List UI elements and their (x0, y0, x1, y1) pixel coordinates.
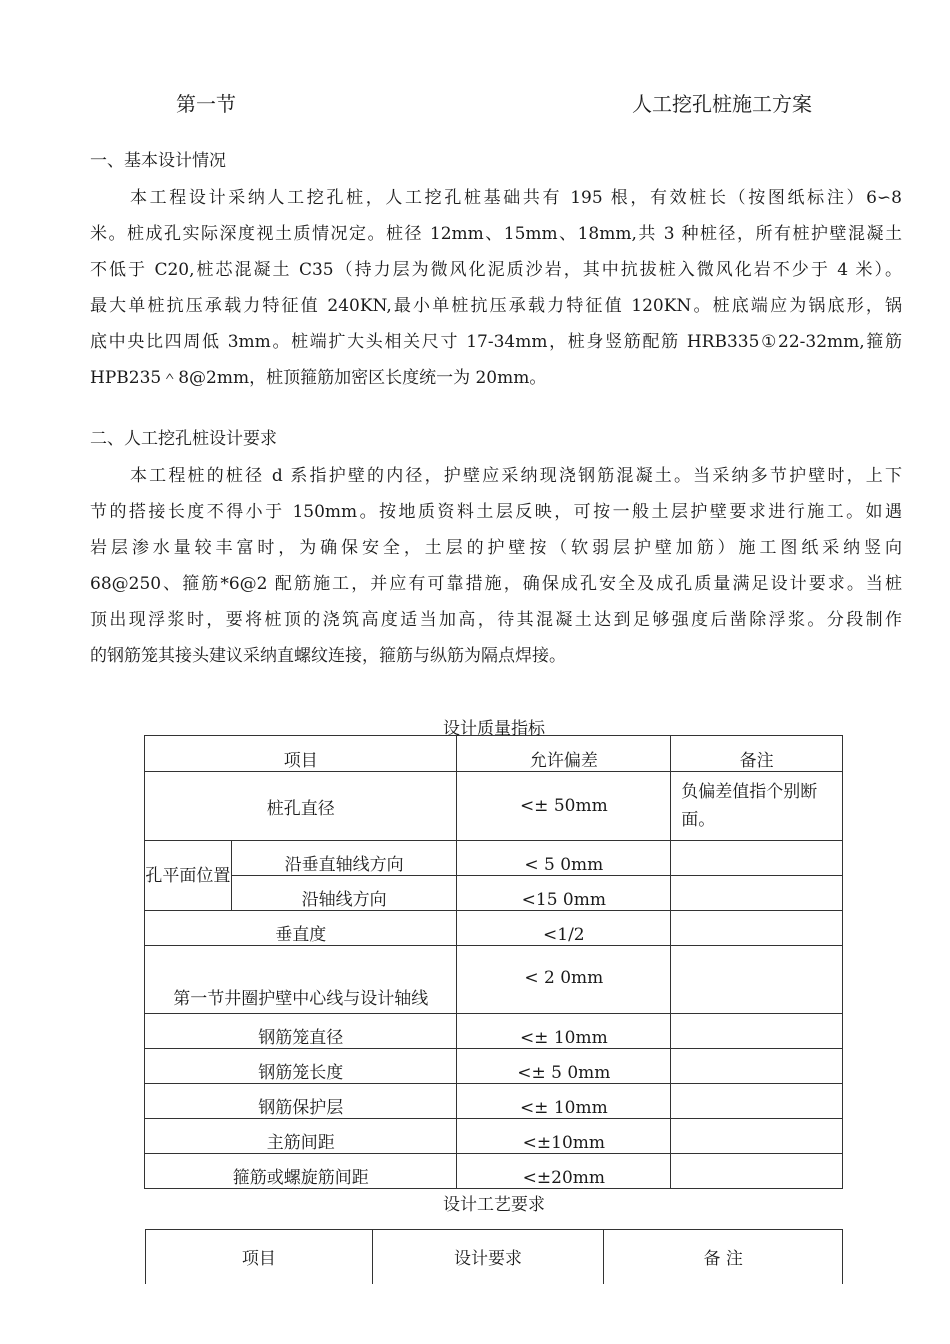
table-row (145, 841, 843, 876)
cell-note (671, 946, 843, 1014)
cell-item: 箍筋或螺旋筋间距 (145, 1154, 457, 1189)
cell-note (671, 1119, 843, 1154)
cell-tolerance: <15 0mm (457, 876, 671, 911)
cell-tolerance: <± 10mm (457, 1084, 671, 1119)
paragraph-line: 米。桩成孔实际深度视土质情况定。桩径 12mm、15mm、18mm,共 3 种桩径，所有桩护壁混凝土 (90, 224, 902, 244)
paragraph-line: 节的搭接长度不得小于 150mm。按地质资料土层反映，可按一般土层护壁要求进行施工。如遇 (90, 502, 902, 522)
cell-tolerance: <±10mm (457, 1119, 671, 1154)
cell-note (671, 1049, 843, 1084)
cell-tolerance: <± 50mm (457, 772, 671, 841)
header-item: 项目 (146, 1230, 373, 1284)
header-item: 项目 (145, 736, 457, 772)
header-tolerance: 允许偏差 (457, 736, 671, 772)
cell-tolerance: <1/2 (457, 911, 671, 946)
section1-heading: 一、基本设计情况 (90, 151, 226, 171)
section2-paragraph (90, 458, 902, 674)
cell-note: 负偏差值指个别断面。 (671, 772, 843, 841)
paragraph-line: 岩层渗水量较丰富时，为确保安全，土层的护壁按（软弱层护壁加筋）施工图纸采纳竖向 (90, 538, 902, 558)
cell-item: 桩孔直径 (145, 772, 457, 841)
cell-subitem: 沿轴线方向 (231, 876, 457, 911)
cell-tolerance: <± 10mm (457, 1014, 671, 1049)
section1-paragraph (90, 180, 902, 396)
table-row (145, 1119, 843, 1154)
cell-item: 第一节井圈护壁中心线与设计轴线 (145, 946, 457, 1014)
paragraph-line: 的钢筋笼其接头建议采纳直螺纹连接，箍筋与纵筋为隔点焊接。 (90, 646, 566, 666)
cell-tolerance: < 5 0mm (457, 841, 671, 876)
table-row (145, 946, 843, 1014)
table-header-row (145, 736, 843, 772)
cell-note (671, 876, 843, 911)
paragraph-line: 最大单桩抗压承载力特征值 240KN,最小单桩抗压承载力特征值 120KN。桩底端应为锅底形，锅 (90, 296, 902, 316)
paragraph-line: 本工程设计采纳人工挖孔桩，人工挖孔桩基础共有 195 根，有效桩长（按图纸标注）6∽8 (130, 188, 902, 208)
page-title: 人工挖孔桩施工方案 (632, 92, 812, 116)
section-number: 第一节 (176, 92, 236, 116)
table-row (145, 1084, 843, 1119)
cell-item: 垂直度 (145, 911, 457, 946)
quality-table (144, 735, 843, 1189)
header-requirement: 设计要求 (372, 1230, 604, 1284)
cell-subitem: 沿垂直轴线方向 (231, 841, 457, 876)
table-header-row (146, 1230, 843, 1284)
paragraph-line: 本工程桩的桩径 d 系指护壁的内径，护壁应采纳现浇钢筋混凝土。当采纳多节护壁时，上下 (130, 466, 902, 486)
paragraph-line: 顶出现浮浆时，要将桩顶的浇筑高度适当加高，待其混凝土达到足够强度后凿除浮浆。分段制作 (90, 610, 902, 630)
cell-note (671, 911, 843, 946)
table2-caption: 设计工艺要求 (443, 1195, 545, 1215)
table-row (145, 876, 843, 911)
cell-item: 钢筋保护层 (145, 1084, 457, 1119)
cell-tolerance: <± 5 0mm (457, 1049, 671, 1084)
header-note: 备 注 (604, 1230, 843, 1284)
table1-caption: 设计质量指标 (443, 719, 545, 739)
cell-note (671, 1154, 843, 1189)
section2-heading: 二、人工挖孔桩设计要求 (90, 429, 277, 449)
cell-item: 主筋间距 (145, 1119, 457, 1154)
table-row (145, 1154, 843, 1189)
header-note: 备注 (671, 736, 843, 772)
cell-tolerance: < 2 0mm (457, 946, 671, 1014)
table-row (145, 911, 843, 946)
table-row (145, 772, 843, 841)
table-row (145, 1049, 843, 1084)
paragraph-line: 底中央比四周低 3mm。桩端扩大头相关尺寸 17-34mm，桩身竖筋配筋 HRB335①22-32mm,箍筋 (90, 332, 902, 352)
cell-note (671, 1014, 843, 1049)
paragraph-line: HPB235＾8@2mm，桩顶箍筋加密区长度统一为 20mm。 (90, 368, 547, 388)
table-row (145, 1014, 843, 1049)
cell-note (671, 1084, 843, 1119)
paragraph-line: 不低于 C20,桩芯混凝土 C35（持力层为微风化泥质沙岩，其中抗拔桩入微风化岩不少于 4 米）。 (90, 260, 902, 280)
process-table (145, 1229, 843, 1284)
paragraph-line: 68@250、箍筋*6@2 配筋施工，并应有可靠措施，确保成孔安全及成孔质量满足设计要求。当桩 (90, 574, 902, 594)
cell-item: 钢筋笼长度 (145, 1049, 457, 1084)
cell-group: 孔平面位置 (145, 841, 232, 911)
cell-tolerance: <±20mm (457, 1154, 671, 1189)
cell-item: 钢筋笼直径 (145, 1014, 457, 1049)
cell-note (671, 841, 843, 876)
